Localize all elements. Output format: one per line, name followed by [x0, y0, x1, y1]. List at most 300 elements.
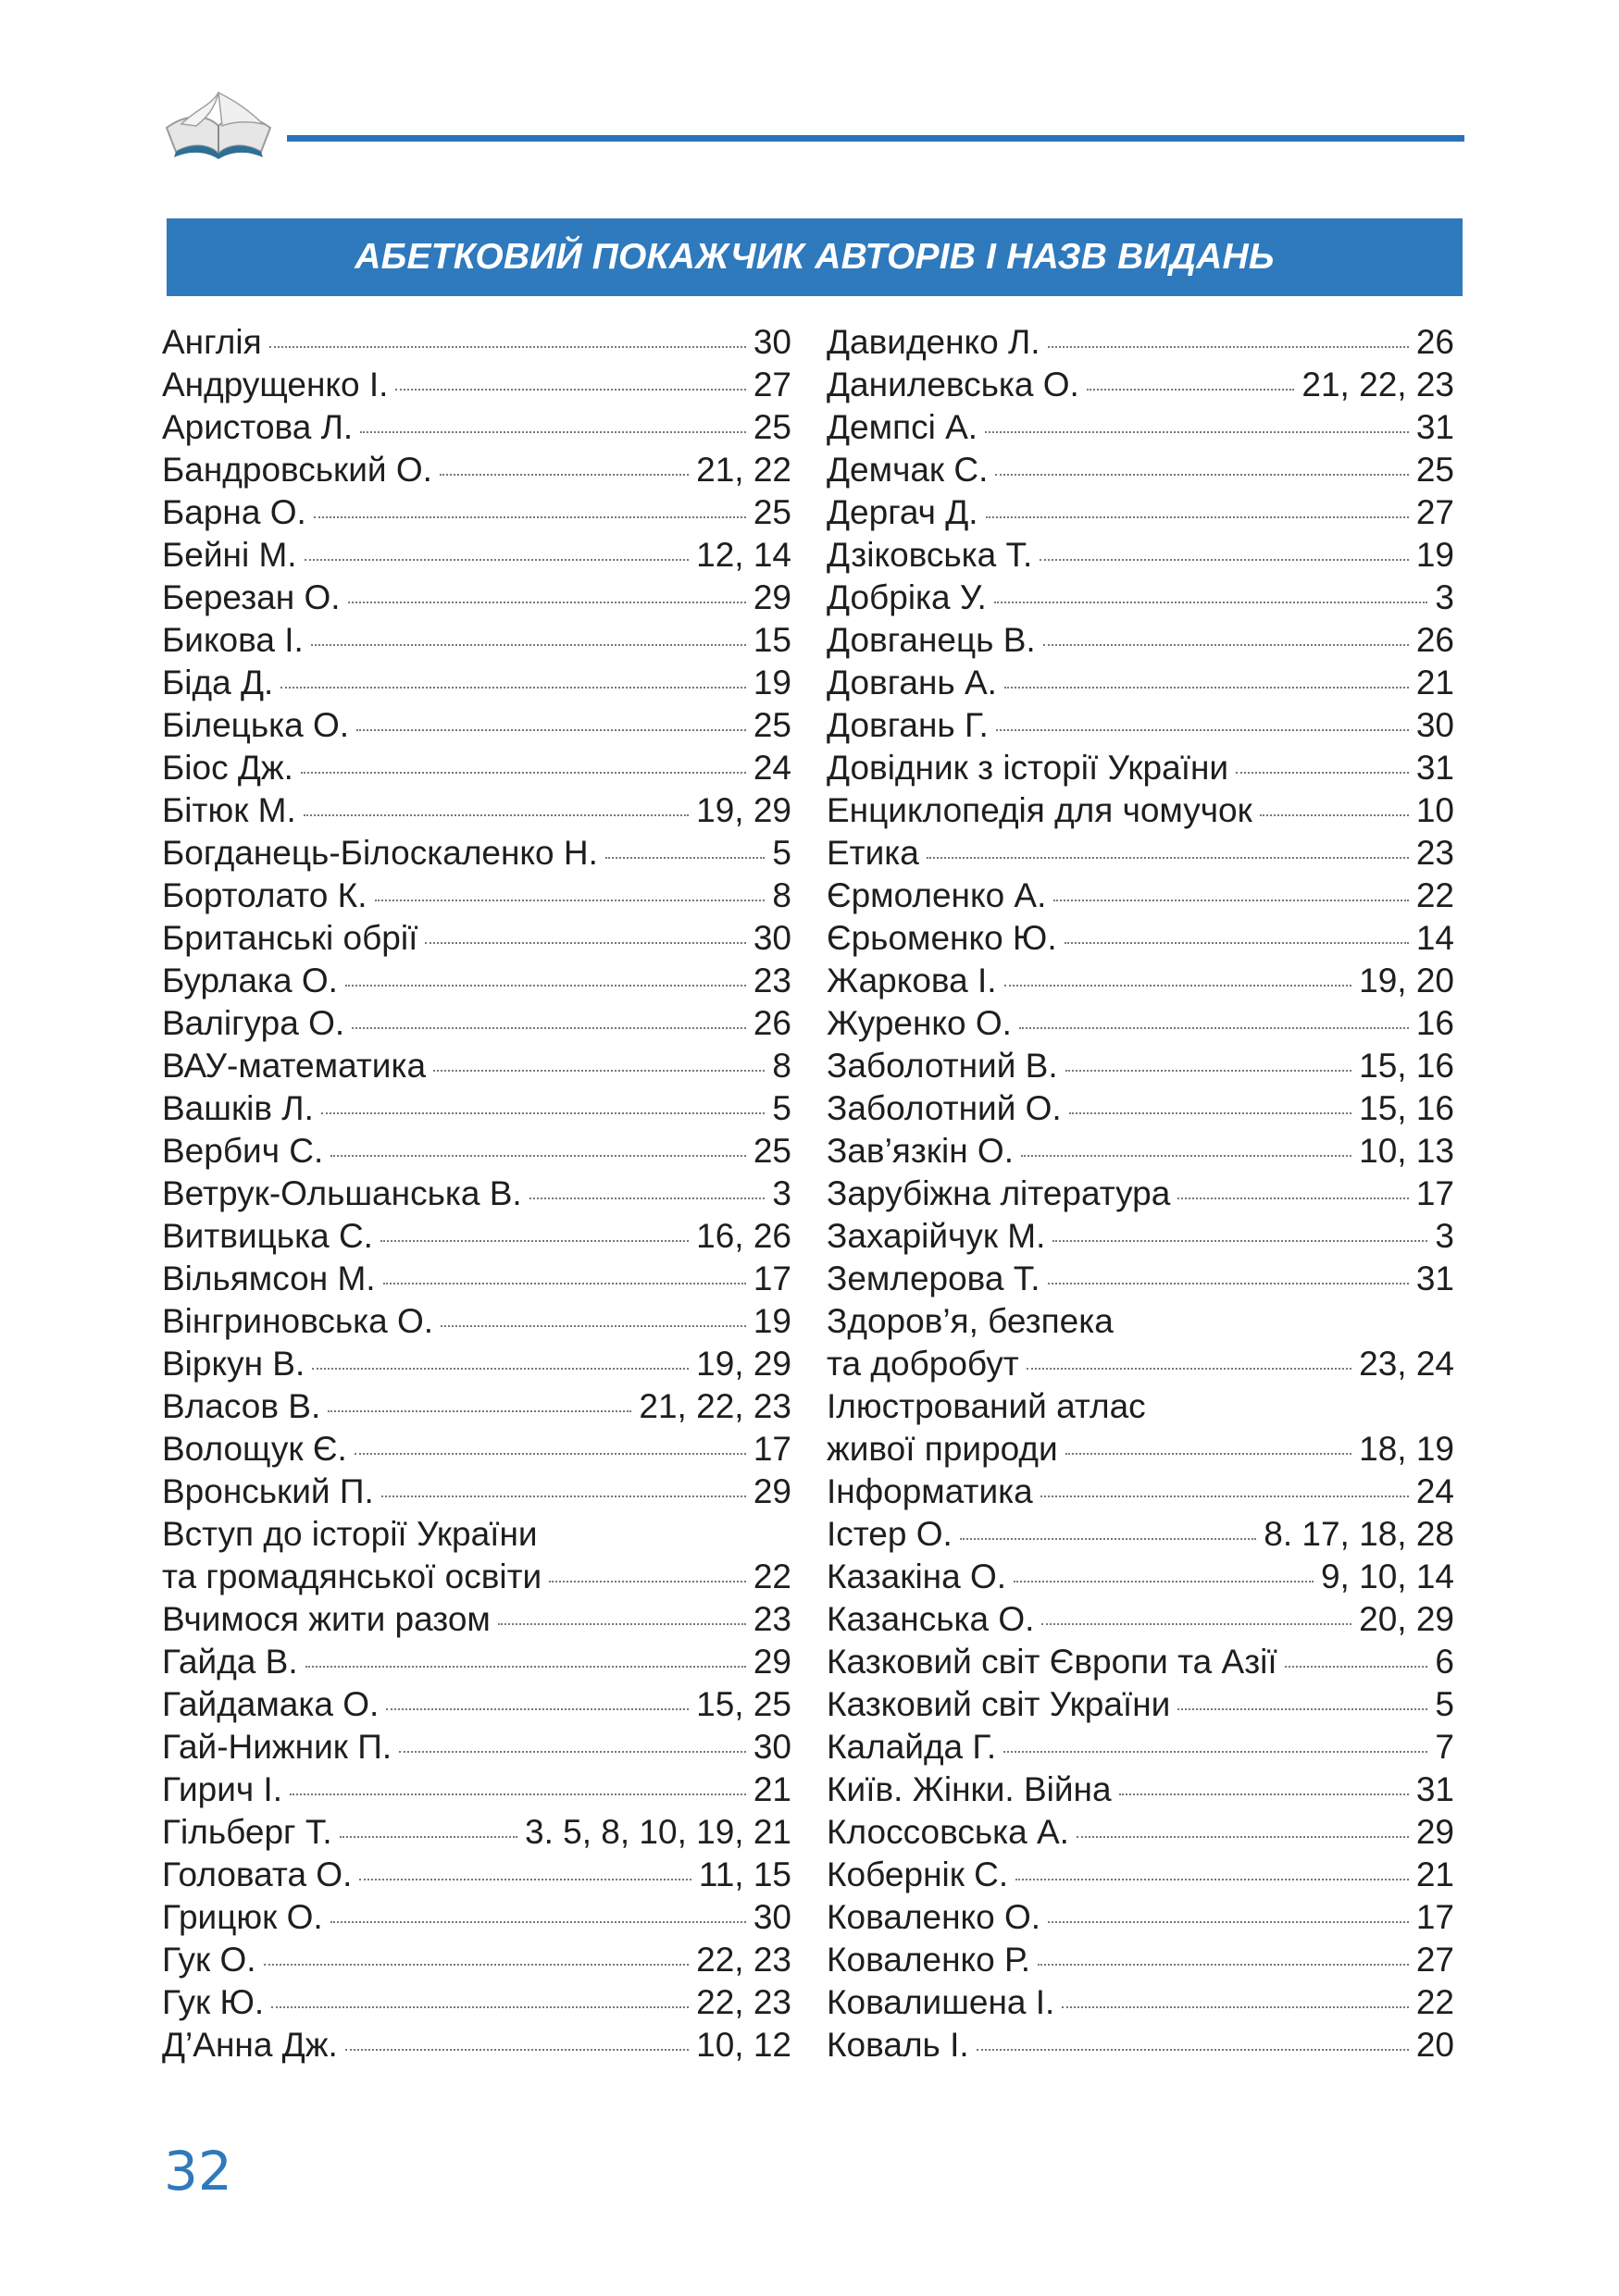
index-entry — [162, 662, 791, 704]
entry-pages: 27 — [1415, 493, 1454, 531]
entry-pages: 30 — [753, 919, 791, 957]
entry-name: Валігура О. — [162, 1004, 345, 1042]
entry-name: та добробут — [827, 1345, 1019, 1383]
entry-pages: 21 — [753, 1770, 791, 1808]
dot-leader — [1260, 814, 1409, 816]
entry-name: Довганець В. — [827, 621, 1036, 659]
index-entry — [162, 1045, 791, 1087]
index-entry — [162, 917, 791, 960]
dot-leader — [340, 1836, 517, 1838]
index-entry — [827, 1130, 1454, 1173]
dot-leader — [1065, 1453, 1351, 1455]
index-entry — [827, 1087, 1454, 1130]
entry-name: Інформатика — [827, 1472, 1033, 1510]
dot-leader — [425, 942, 745, 944]
entry-name: Київ. Жінки. Війна — [827, 1770, 1112, 1808]
entry-pages: 30 — [753, 1898, 791, 1936]
entry-pages: 25 — [753, 493, 791, 531]
index-entry — [162, 321, 791, 364]
index-entry — [162, 449, 791, 491]
index-entry — [162, 1854, 791, 1896]
entry-pages: 22, 23 — [696, 1983, 791, 2021]
entry-pages: 19 — [1415, 536, 1454, 574]
dot-leader — [1119, 1793, 1409, 1795]
entry-pages: 10, 13 — [1359, 1132, 1454, 1170]
entry-pages: 5 — [772, 834, 791, 872]
index-entry — [827, 832, 1454, 875]
dot-leader — [305, 1666, 746, 1668]
dot-leader — [383, 1283, 746, 1285]
index-entry — [827, 1300, 1454, 1343]
entry-name: Коваль І. — [827, 2026, 969, 2064]
entry-name: Віркун В. — [162, 1345, 305, 1383]
dot-leader — [1040, 559, 1409, 561]
index-entry — [827, 960, 1454, 1002]
entry-pages: 20 — [1415, 2026, 1454, 2064]
dot-leader — [549, 1581, 746, 1582]
dot-leader — [1021, 1155, 1351, 1157]
dot-leader — [386, 1708, 689, 1710]
entry-pages: 31 — [1415, 408, 1454, 446]
entry-name: Клоссовська А. — [827, 1813, 1069, 1851]
page-number: 32 — [164, 2140, 232, 2203]
entry-name: Зарубіжна література — [827, 1174, 1171, 1212]
entry-name: Істер О. — [827, 1515, 953, 1553]
dot-leader — [395, 389, 745, 391]
index-entry — [162, 747, 791, 789]
index-entry — [162, 1896, 791, 1939]
dot-leader — [985, 431, 1409, 433]
dot-leader — [1285, 1666, 1428, 1668]
entry-pages: 5 — [1435, 1685, 1454, 1723]
dot-leader — [977, 2049, 1409, 2051]
entry-name: Витвицька С. — [162, 1217, 373, 1255]
entry-pages: 19 — [753, 1302, 791, 1340]
entry-name: Добріка У. — [827, 578, 987, 616]
dot-leader — [1040, 1496, 1409, 1497]
entry-pages: 10, 12 — [696, 2026, 791, 2064]
entry-name: Вронський П. — [162, 1472, 374, 1510]
dot-leader — [498, 1623, 746, 1625]
entry-pages: 9, 10, 14 — [1320, 1558, 1454, 1595]
entry-name: Барна О. — [162, 493, 306, 531]
index-entry — [827, 321, 1454, 364]
index-entry — [162, 704, 791, 747]
entry-pages: 11, 15 — [698, 1855, 791, 1893]
dot-leader — [1019, 1027, 1409, 1029]
entry-name: Біда Д. — [162, 664, 274, 701]
index-entry — [827, 1556, 1454, 1598]
dot-leader — [986, 516, 1409, 518]
entry-pages: 7 — [1435, 1728, 1454, 1766]
entry-name: Дергач Д. — [827, 493, 978, 531]
index-entry — [162, 1513, 791, 1556]
dot-leader — [1048, 1283, 1409, 1285]
entry-name: Казковий світ України — [827, 1685, 1171, 1723]
index-entry — [827, 875, 1454, 917]
index-entry — [827, 1045, 1454, 1087]
index-column-right — [827, 321, 1454, 2066]
entry-name: Аристова Л. — [162, 408, 354, 446]
entry-name: Бикова І. — [162, 621, 304, 659]
index-entry — [162, 1726, 791, 1769]
entry-pages: 19, 20 — [1359, 962, 1454, 999]
entry-name: Бортолато К. — [162, 876, 367, 914]
entry-pages: 30 — [753, 323, 791, 361]
book-icon — [159, 72, 278, 161]
entry-name: Гільберг Т. — [162, 1813, 332, 1851]
index-entry — [162, 1683, 791, 1726]
index-entry — [827, 1258, 1454, 1300]
entry-pages: 17 — [1415, 1174, 1454, 1212]
entry-name: Біос Дж. — [162, 749, 293, 787]
index-entry — [162, 1641, 791, 1683]
entry-name: Гайдамака О. — [162, 1685, 380, 1723]
entry-pages: 29 — [753, 1472, 791, 1510]
entry-name: Давиденко Л. — [827, 323, 1040, 361]
entry-name: Здоров’я, безпека — [827, 1302, 1114, 1340]
entry-pages: 22 — [1415, 876, 1454, 914]
entry-name: Землерова Т. — [827, 1260, 1040, 1297]
dot-leader — [352, 1027, 746, 1029]
entry-name: Енциклопедія для чомучок — [827, 791, 1252, 829]
index-entry — [827, 1726, 1454, 1769]
entry-pages: 16, 26 — [696, 1217, 791, 1255]
entry-name: Вступ до історії України — [162, 1515, 538, 1553]
dot-leader — [1004, 985, 1352, 987]
index-entry — [827, 449, 1454, 491]
entry-pages: 18, 19 — [1359, 1430, 1454, 1468]
entry-name: Вільямсон М. — [162, 1260, 376, 1297]
entry-name: Березан О. — [162, 578, 341, 616]
dot-leader — [321, 1112, 766, 1114]
index-entry — [827, 917, 1454, 960]
entry-name: ВАУ-математика — [162, 1047, 427, 1085]
dot-leader — [269, 346, 746, 348]
index-entry — [162, 789, 791, 832]
entry-pages: 15, 25 — [696, 1685, 791, 1723]
entry-name: Андрущенко І. — [162, 366, 389, 403]
index-entry — [827, 1215, 1454, 1258]
dot-leader — [441, 1325, 746, 1327]
index-entry — [162, 1002, 791, 1045]
entry-pages: 21, 22 — [696, 451, 791, 489]
entry-pages: 25 — [1415, 451, 1454, 489]
entry-pages: 21, 22, 23 — [639, 1387, 791, 1425]
index-entry — [827, 1471, 1454, 1513]
entry-name: Калайда Г. — [827, 1728, 997, 1766]
dot-leader — [330, 1155, 746, 1157]
entry-pages: 27 — [753, 366, 791, 403]
index-entry — [827, 406, 1454, 449]
entry-name: Грицюк О. — [162, 1898, 323, 1936]
entry-pages: 25 — [753, 408, 791, 446]
dot-leader — [529, 1198, 766, 1199]
dot-leader — [1015, 1879, 1409, 1880]
entry-pages: 21 — [1415, 664, 1454, 701]
entry-name: Єрмоленко А. — [827, 876, 1047, 914]
entry-name: Бандровський О. — [162, 451, 432, 489]
dot-leader — [1065, 1070, 1352, 1072]
index-entry — [162, 875, 791, 917]
entry-name: Демпсі А. — [827, 408, 978, 446]
dot-leader — [1177, 1708, 1427, 1710]
index-entry — [162, 1343, 791, 1385]
index-entry — [827, 789, 1454, 832]
entry-pages: 21 — [1415, 1855, 1454, 1893]
page-title: АБЕТКОВИЙ ПОКАЖЧИК АВТОРІВ І НАЗВ ВИДАНЬ — [355, 237, 1275, 277]
entry-name: та громадянської освіти — [162, 1558, 542, 1595]
dot-leader — [1004, 687, 1409, 689]
index-entry — [827, 1641, 1454, 1683]
entry-pages: 26 — [1415, 621, 1454, 659]
entry-pages: 29 — [1415, 1813, 1454, 1851]
entry-pages: 30 — [1415, 706, 1454, 744]
index-entry — [827, 534, 1454, 577]
entry-pages: 3 — [1435, 1217, 1454, 1255]
dot-leader — [1236, 772, 1409, 774]
dot-leader — [330, 1921, 746, 1923]
index-entry — [162, 491, 791, 534]
dot-leader — [1062, 2006, 1409, 2008]
index-entry — [162, 1300, 791, 1343]
entry-pages: 16 — [1415, 1004, 1454, 1042]
dot-leader — [1043, 644, 1409, 646]
entry-name: Гайда В. — [162, 1643, 298, 1681]
header-rule — [287, 135, 1464, 142]
dot-leader — [1038, 1964, 1409, 1966]
index-entry — [162, 534, 791, 577]
entry-pages: 22 — [1415, 1983, 1454, 2021]
index-entry — [827, 364, 1454, 406]
entry-pages: 31 — [1415, 749, 1454, 787]
dot-leader — [375, 900, 766, 901]
entry-name: Данилевська О. — [827, 366, 1079, 403]
entry-name: Гай-Нижник П. — [162, 1728, 392, 1766]
entry-name: Казакіна О. — [827, 1558, 1007, 1595]
index-entry — [162, 1769, 791, 1811]
index-entry — [162, 1811, 791, 1854]
index-entry — [827, 491, 1454, 534]
entry-name: Єрьоменко Ю. — [827, 919, 1057, 957]
dot-leader — [280, 687, 746, 689]
entry-name: Гук О. — [162, 1941, 256, 1979]
entry-name: Гирич І. — [162, 1770, 282, 1808]
entry-pages: 23 — [753, 1600, 791, 1638]
dot-leader — [312, 1368, 689, 1370]
dot-leader — [399, 1751, 746, 1753]
index-entry — [827, 662, 1454, 704]
entry-pages: 27 — [1415, 1941, 1454, 1979]
entry-name: Коваленко О. — [827, 1898, 1041, 1936]
entry-pages: 17 — [1415, 1898, 1454, 1936]
entry-pages: 21, 22, 23 — [1301, 366, 1454, 403]
entry-pages: 24 — [1415, 1472, 1454, 1510]
entry-name: Ковалишена І. — [827, 1983, 1055, 2021]
entry-name: Головата О. — [162, 1855, 353, 1893]
dot-leader — [1069, 1112, 1351, 1114]
index-entry — [162, 832, 791, 875]
dot-leader — [271, 2006, 689, 2008]
index-entry — [827, 747, 1454, 789]
entry-pages: 17 — [753, 1430, 791, 1468]
entry-name: Довідник з історії України — [827, 749, 1229, 787]
index-entry — [827, 704, 1454, 747]
dot-leader — [960, 1538, 1256, 1540]
index-entry — [162, 1471, 791, 1513]
entry-pages: 6 — [1435, 1643, 1454, 1681]
dot-leader — [1048, 346, 1409, 348]
dot-leader — [290, 1793, 746, 1795]
index-entry — [827, 1173, 1454, 1215]
index-entry — [162, 1556, 791, 1598]
entry-pages: 26 — [753, 1004, 791, 1042]
index-entry — [162, 1173, 791, 1215]
index-entry — [162, 1428, 791, 1471]
entry-name: Заболотний О. — [827, 1089, 1062, 1127]
entry-pages: 29 — [753, 578, 791, 616]
entry-pages: 25 — [753, 1132, 791, 1170]
dot-leader — [994, 602, 1428, 603]
dot-leader — [1053, 900, 1408, 901]
entry-name: Вашків Л. — [162, 1089, 314, 1127]
entry-name: Вербич С. — [162, 1132, 324, 1170]
index-entry — [827, 1513, 1454, 1556]
index-entry — [162, 2024, 791, 2066]
entry-name: Бурлака О. — [162, 962, 338, 999]
entry-pages: 29 — [753, 1643, 791, 1681]
entry-name: Англія — [162, 323, 262, 361]
index-entry — [827, 577, 1454, 619]
entry-name: Британські обрії — [162, 919, 418, 957]
entry-pages: 12, 14 — [696, 536, 791, 574]
dot-leader — [440, 474, 689, 476]
dot-leader — [1027, 1368, 1351, 1370]
entry-name: Гук Ю. — [162, 1983, 265, 2021]
dot-leader — [605, 857, 766, 859]
entry-pages: 31 — [1415, 1260, 1454, 1297]
index-entry — [827, 1428, 1454, 1471]
entry-pages: 22 — [753, 1558, 791, 1595]
entry-pages: 30 — [753, 1728, 791, 1766]
entry-name: живої природи — [827, 1430, 1058, 1468]
entry-name: Казковий світ Європи та Азії — [827, 1643, 1277, 1681]
dot-leader — [305, 559, 690, 561]
index-entry — [827, 2024, 1454, 2066]
dot-leader — [301, 772, 746, 774]
entry-pages: 17 — [753, 1260, 791, 1297]
dot-leader — [356, 729, 746, 731]
entry-pages: 31 — [1415, 1770, 1454, 1808]
index-entry — [162, 406, 791, 449]
index-entry — [827, 1896, 1454, 1939]
entry-pages: 3. 5, 8, 10, 19, 21 — [525, 1813, 791, 1851]
index-entry — [827, 1939, 1454, 1981]
entry-name: Вінгриновська О. — [162, 1302, 434, 1340]
index-entry — [827, 1854, 1454, 1896]
entry-pages: 15, 16 — [1359, 1089, 1454, 1127]
entry-pages: 8. 17, 18, 28 — [1264, 1515, 1454, 1553]
entry-name: Ілюстрований атлас — [827, 1387, 1146, 1425]
entry-name: Довгань Г. — [827, 706, 989, 744]
dot-leader — [1041, 1623, 1351, 1625]
index-entry — [162, 1258, 791, 1300]
index-entry — [162, 1130, 791, 1173]
index-column-left — [162, 321, 791, 2066]
entry-pages: 8 — [772, 1047, 791, 1085]
dot-leader — [381, 1496, 746, 1497]
dot-leader — [996, 729, 1409, 731]
dot-leader — [1087, 389, 1295, 391]
dot-leader — [311, 644, 746, 646]
entry-name: Журенко О. — [827, 1004, 1012, 1042]
entry-name: Бейні М. — [162, 536, 297, 574]
entry-name: Бітюк М. — [162, 791, 296, 829]
dot-leader — [927, 857, 1409, 859]
index-entry — [162, 1981, 791, 2024]
dot-leader — [328, 1410, 631, 1412]
index-entry — [162, 1087, 791, 1130]
index-entry — [162, 577, 791, 619]
index-entry — [827, 1343, 1454, 1385]
entry-name: Д’Анна Дж. — [162, 2026, 338, 2064]
entry-name: Власов В. — [162, 1387, 321, 1425]
entry-pages: 23 — [753, 962, 791, 999]
dot-leader — [433, 1070, 765, 1072]
dot-leader — [1052, 1240, 1427, 1242]
dot-leader — [1048, 1921, 1409, 1923]
dot-leader — [264, 1964, 690, 1966]
index-entry — [827, 1598, 1454, 1641]
index-entry — [162, 1215, 791, 1258]
entry-name: Етика — [827, 834, 919, 872]
entry-pages: 26 — [1415, 323, 1454, 361]
entry-name: Жаркова І. — [827, 962, 997, 999]
dot-leader — [360, 431, 746, 433]
dot-leader — [1177, 1198, 1409, 1199]
entry-name: Захарійчук М. — [827, 1217, 1046, 1255]
dot-leader — [1014, 1581, 1314, 1582]
entry-pages: 19, 29 — [696, 791, 791, 829]
entry-pages: 25 — [753, 706, 791, 744]
dot-leader — [348, 602, 746, 603]
title-banner — [167, 218, 1463, 296]
entry-name: Демчак С. — [827, 451, 989, 489]
entry-name: Зав’язкін О. — [827, 1132, 1014, 1170]
dot-leader — [1077, 1836, 1409, 1838]
index-entry — [162, 960, 791, 1002]
entry-pages: 3 — [1435, 578, 1454, 616]
dot-leader — [995, 474, 1408, 476]
dot-leader — [380, 1240, 689, 1242]
entry-pages: 14 — [1415, 919, 1454, 957]
entry-pages: 5 — [772, 1089, 791, 1127]
index-entry — [827, 1002, 1454, 1045]
entry-pages: 10 — [1415, 791, 1454, 829]
entry-name: Білецька О. — [162, 706, 350, 744]
entry-pages: 19 — [753, 664, 791, 701]
index-entry — [162, 619, 791, 662]
index-entry — [827, 1811, 1454, 1854]
entry-pages: 22, 23 — [696, 1941, 791, 1979]
index-entry — [827, 1683, 1454, 1726]
dot-leader — [314, 516, 746, 518]
index-entry — [827, 619, 1454, 662]
entry-name: Довгань А. — [827, 664, 997, 701]
index-entry — [827, 1385, 1454, 1428]
entry-name: Заболотний В. — [827, 1047, 1058, 1085]
dot-leader — [1003, 1751, 1427, 1753]
